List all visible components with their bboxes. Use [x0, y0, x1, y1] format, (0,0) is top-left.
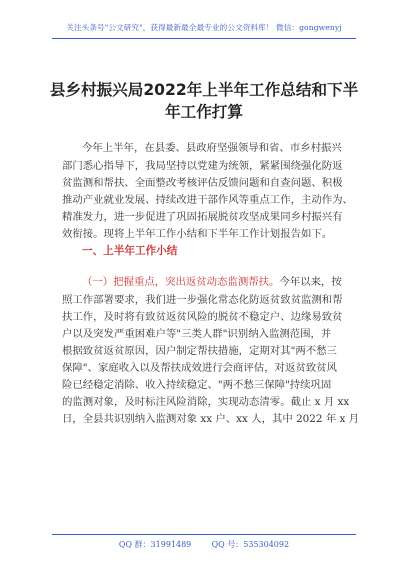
intro-line-4: 推动产业就业发展、持续改进干部作风等重点工作，主动作为、 — [62, 194, 353, 206]
para1-line-7: 险已经稳定消除、收入持续稳定、"两不愁三保障"持续巩固 — [62, 379, 332, 391]
para1-line-4: 户以及突发严重困难户等"三类人群"识别纳入监测范围，并 — [62, 328, 332, 340]
footer-contact-text: QQ 群：31991489 QQ 号：535304092 — [118, 540, 290, 549]
para1-first-rest: 今年以来，按 — [279, 276, 342, 288]
intro-line-6: 效衔接。现将上半年工作小结和下半年工作计划报告如下。 — [62, 228, 333, 240]
intro-line-5: 精准发力，进一步促进了巩固拓展脱贫攻坚成果同乡村振兴有 — [62, 211, 343, 223]
title-line-2: 年工作打算 — [165, 103, 243, 121]
para1-line-3: 扶工作，及时将有致贫返贫风险的脱贫不稳定户、边缘易致贫 — [62, 311, 343, 323]
para1-line-5: 根据致贫返贫原因，因户制定帮扶措施，定期对其"两不愁三 — [62, 345, 337, 357]
para1-lead: （一）把握重点，突出返贫动态监测帮扶。 — [82, 276, 280, 288]
para1-line-8: 的监测对象，及时标注风险消除，实现动态清零。截止 x 月 xx — [62, 396, 350, 408]
section-heading: 一、上半年工作小结 — [82, 245, 178, 257]
document-title — [46, 79, 362, 123]
footer-divider — [52, 534, 356, 535]
header-divider — [52, 38, 356, 39]
intro-line-1: 今年上半年，在县委、县政府坚强领导和省、市乡村振兴 — [82, 142, 342, 154]
para1-line-2: 照工作部署要求，我们进一步强化常态化防返贫致贫监测和帮 — [62, 294, 343, 306]
header-promo-text: 关注头条号"公文研究"，获得最新最全最专业的公文资料库！ 微信：gongwenyj — [66, 23, 342, 32]
para1-line-1 — [82, 275, 342, 289]
para1-line-9: 日，全县共识别纳入监测对象 xx 户、xx 人，其中 2022 年 x 月 — [62, 413, 360, 425]
intro-line-2: 部门悉心指导下，我局坚持以党建为统领，紧紧围绕强化防返 — [62, 160, 343, 172]
title-line-1: 县乡村振兴局2022年上半年工作总结和下半 — [49, 81, 359, 99]
intro-line-3: 贫监测和帮扶、全面整改考核评估反馈问题和自查问题、积极 — [62, 177, 343, 189]
para1-line-6: 保障"、家庭收入以及帮扶成效进行会商评估，对返贫致贫风 — [62, 362, 337, 374]
